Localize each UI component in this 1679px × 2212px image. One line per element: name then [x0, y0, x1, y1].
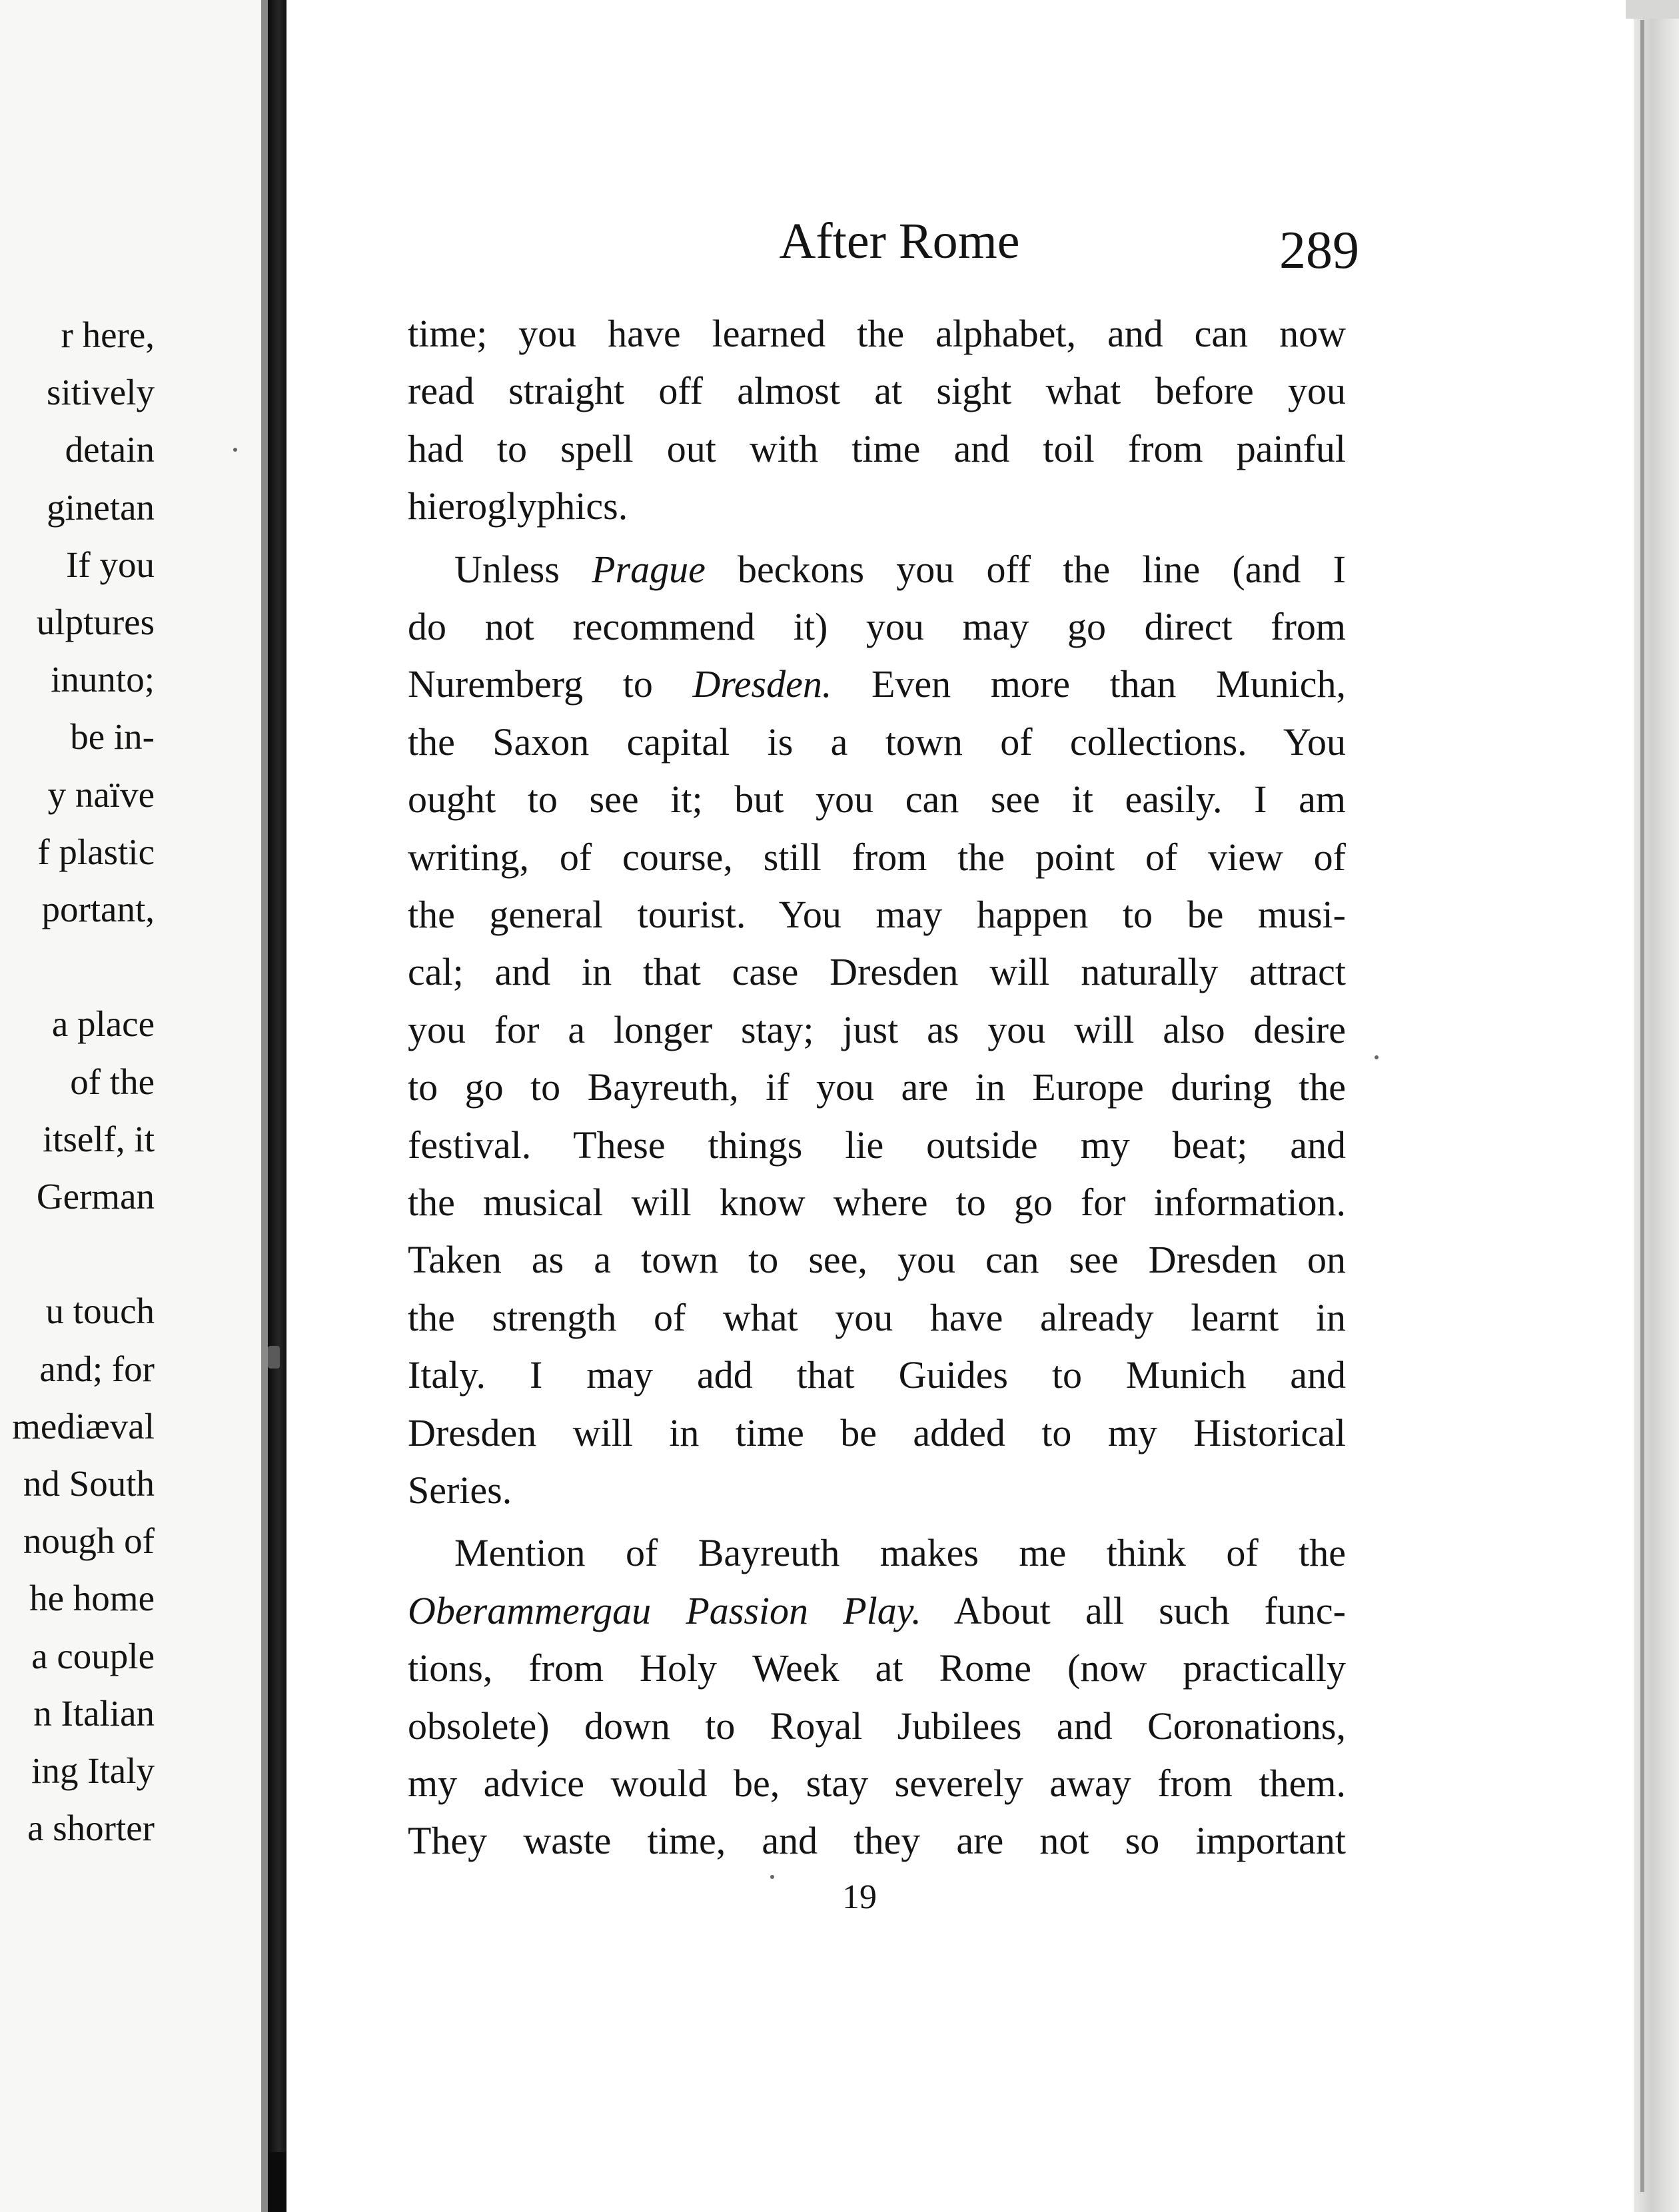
- left-page-line: [0, 881, 261, 938]
- body-line: to go to Bayreuth, if you are in Europe during the: [408, 1065, 1346, 1109]
- body-line: writing, of course, still from the point of view of: [408, 835, 1346, 879]
- left-page-line: [0, 938, 261, 995]
- left-page-line: [0, 766, 261, 824]
- left-page-line-text: he home: [29, 1578, 155, 1619]
- body-line: the strength of what you have already learnt in: [408, 1295, 1346, 1339]
- body-line-text: beckons you off the line (and I: [705, 547, 1346, 591]
- left-page-line-text: ulptures: [36, 602, 155, 642]
- left-page-line: [0, 1111, 261, 1168]
- body-line: festival. These things lie outside my beat; and: [408, 1123, 1346, 1167]
- body-line: obsolete) down to Royal Jubilees and Coronations,: [408, 1704, 1346, 1748]
- left-page-line-text: itself, it: [42, 1118, 155, 1159]
- left-page-line: [0, 1398, 261, 1455]
- left-page-line-text: sitively: [47, 372, 155, 413]
- left-page-line-text: a shorter: [27, 1808, 155, 1849]
- left-page-line-text: nd South: [23, 1463, 155, 1504]
- body-line: [408, 1582, 1346, 1640]
- left-page-line-text: nough of: [23, 1520, 155, 1562]
- italic-term: Prague: [592, 547, 706, 591]
- left-page-line-text: and; for: [39, 1348, 155, 1389]
- body-line: [408, 541, 1346, 598]
- body-line: Dresden will in time be added to my Historical: [408, 1410, 1346, 1454]
- body-line: the musical will know where to go for information.: [408, 1181, 1346, 1224]
- body-line: ought to see it; but you can see it easily. I am: [408, 778, 1346, 822]
- italic-term: Oberammergau Passion Play.: [408, 1588, 921, 1632]
- left-page-line-text: a place: [51, 1003, 155, 1045]
- left-page-line-text: ginetan: [47, 486, 155, 528]
- left-page-line-text: f plastic: [37, 831, 155, 872]
- left-page-line: [0, 1742, 261, 1800]
- left-page-line: [0, 1628, 261, 1685]
- body-line: the general tourist. You may happen to be musi-: [408, 893, 1346, 936]
- book-spine: [268, 0, 286, 2212]
- gutter-blemish: [268, 1346, 280, 1369]
- body-line: time; you have learned the alphabet, and can now: [408, 312, 1346, 355]
- body-line-text: Nuremberg to: [408, 662, 693, 706]
- left-page-line: [0, 1512, 261, 1570]
- italic-term: Dresden.: [692, 662, 832, 706]
- body-line-text: About all such func-: [921, 1588, 1346, 1632]
- left-page-line-text: If you: [66, 544, 155, 585]
- left-page-line: [0, 824, 261, 881]
- page-edge-line: [1640, 20, 1644, 2192]
- left-page-line: [0, 1225, 261, 1283]
- speck: [1375, 1055, 1379, 1059]
- speck: [233, 448, 237, 452]
- left-page-line-text: detain: [65, 429, 155, 470]
- left-page-line: [0, 1341, 261, 1398]
- body-line: do not recommend it) you may go direct from: [408, 605, 1346, 648]
- body-line: had to spell out with time and toil from painful: [408, 426, 1346, 470]
- left-page-line: [0, 364, 261, 421]
- left-page-line: [0, 306, 261, 364]
- left-page-line: [0, 536, 261, 594]
- body-line: hieroglyphics.: [408, 484, 628, 528]
- body-line: Series.: [408, 1468, 512, 1512]
- body-line: read straight off almost at sight what before you: [408, 369, 1346, 413]
- left-page-line: [0, 1053, 261, 1111]
- body-line: you for a longer stay; just as you will also desire: [408, 1007, 1346, 1051]
- left-page-line-text: mediæval: [12, 1405, 155, 1446]
- left-page-line: [0, 1168, 261, 1225]
- signature-mark: 19: [842, 1878, 877, 1916]
- left-page-line-text: inunto;: [51, 659, 155, 700]
- left-page-line: [0, 421, 261, 478]
- left-page-line-text: be in-: [70, 716, 155, 758]
- left-page-line: [0, 1283, 261, 1340]
- left-page-line: [0, 479, 261, 536]
- body-line: [408, 656, 1346, 713]
- left-page-line: [0, 1455, 261, 1512]
- speck: [770, 1875, 774, 1879]
- left-page-line: [0, 651, 261, 708]
- body-line: They waste time, and they are not so important: [408, 1819, 1346, 1863]
- left-page-line: [0, 1800, 261, 1857]
- page-edge-top: [1626, 0, 1679, 19]
- left-page-line-text: n Italian: [33, 1692, 155, 1734]
- body-line: the Saxon capital is a town of collections. You: [408, 720, 1346, 764]
- body-line: cal; and in that case Dresden will naturally attract: [408, 950, 1346, 994]
- left-page-line: [0, 1685, 261, 1742]
- facing-page-left: [0, 0, 261, 2212]
- body-line: my advice would be, stay severely away from them.: [408, 1762, 1346, 1805]
- running-title: After Rome: [779, 213, 1020, 269]
- body-line-text: Unless: [454, 547, 592, 591]
- left-page-line-text: u touch: [45, 1291, 155, 1332]
- left-page-line-text: of the: [70, 1061, 155, 1102]
- left-page-line-text: a couple: [31, 1635, 155, 1676]
- left-page-line: [0, 594, 261, 651]
- gutter-shadow: [261, 0, 268, 2212]
- left-page-line: [0, 708, 261, 766]
- left-page-line-text: portant,: [41, 889, 155, 929]
- left-page-line-text: r here,: [61, 314, 155, 355]
- left-page-line-text: y naïve: [47, 774, 155, 815]
- left-page-line: [0, 995, 261, 1053]
- body-line: Mention of Bayreuth makes me think of the: [454, 1531, 1346, 1575]
- body-line-text: Even more than Munich,: [832, 662, 1346, 706]
- body-line: Taken as a town to see, you can see Dresden on: [408, 1238, 1346, 1282]
- body-line: Italy. I may add that Guides to Munich and: [408, 1353, 1346, 1397]
- page-number: 289: [1279, 221, 1359, 280]
- left-page-line-text: German: [36, 1176, 155, 1217]
- left-page-line: [0, 1570, 261, 1627]
- left-page-line-text: ing Italy: [31, 1750, 155, 1791]
- body-line: tions, from Holy Week at Rome (now practically: [408, 1646, 1346, 1690]
